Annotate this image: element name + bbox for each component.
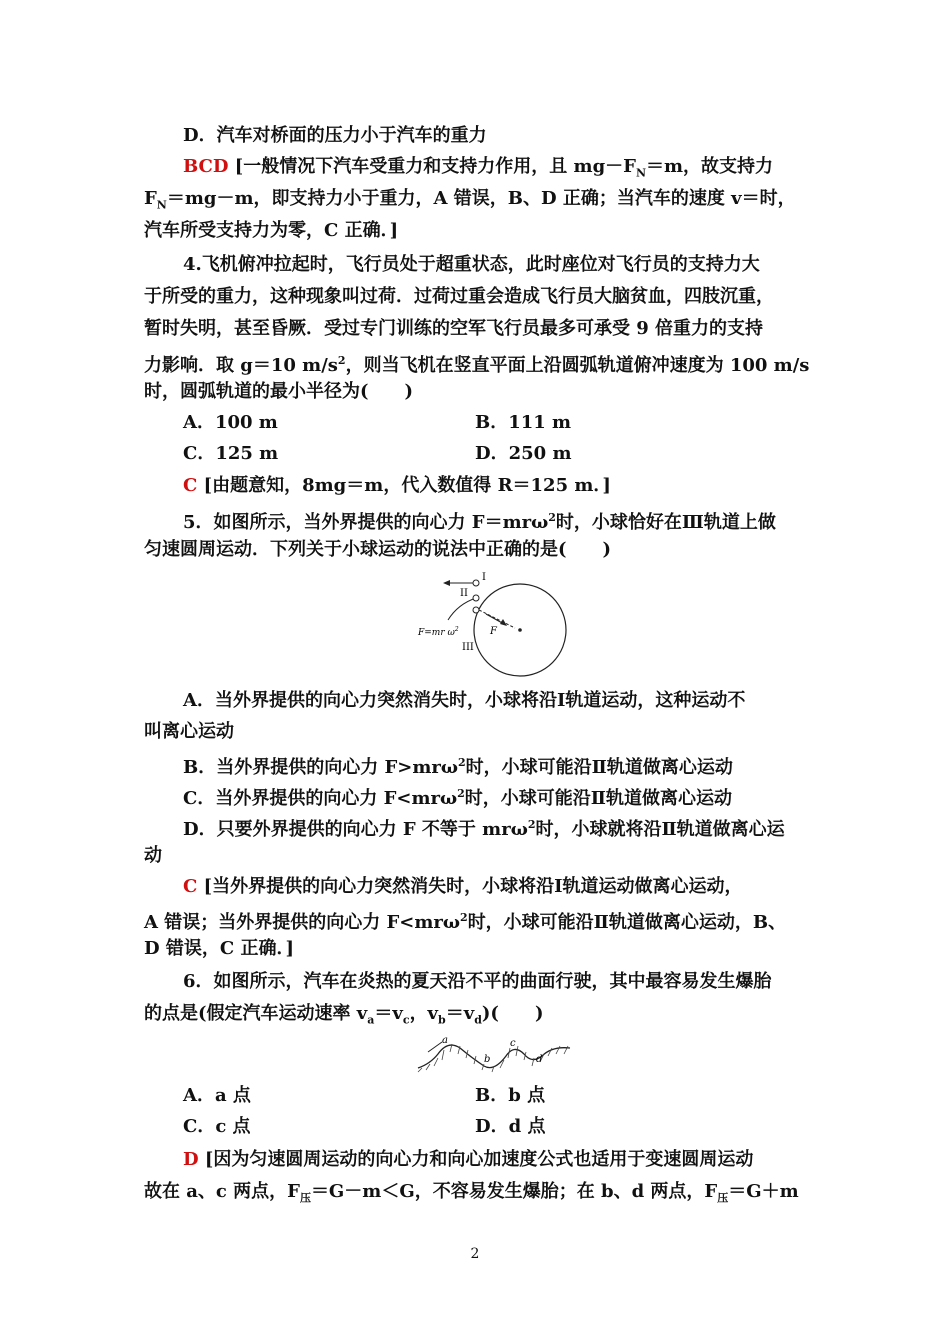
q4-stem-1: 4.飞机俯冲拉起时，飞行员处于超重状态，此时座位对飞行员的支持力大 [183, 254, 760, 275]
path-i-arrow [443, 580, 450, 586]
label-ii: II [460, 588, 468, 599]
road-hatching [418, 1044, 568, 1072]
q4-options-row2: C．125 m [183, 443, 279, 464]
q4-stem-5: 时，圆弧轨道的最小半径为( ) [144, 381, 414, 402]
q6-option-b: B．b 点 [475, 1085, 546, 1106]
center-dot [518, 628, 522, 632]
q5-option-c: C．当外界提供的向心力 F<mrω$^2$时，小球可能沿Ⅱ轨道做离心运动 [183, 787, 732, 809]
velocity-arrow [428, 1042, 442, 1052]
q4-option-b: B．111 m [475, 412, 572, 433]
q3-answer: BCD [183, 156, 229, 177]
q4-answer-line: C [由题意知，8mg＝m，代入数值得 R＝125 m．] [183, 475, 611, 496]
q4-stem-3: 暂时失明，甚至昏厥．受过专门训练的空军飞行员最多可承受 9 倍重力的支持 [144, 318, 764, 339]
ball-iii [473, 607, 479, 613]
q5-answer-line3: D 错误，C 正确．] [144, 938, 294, 959]
q5-answer: C [183, 876, 198, 897]
page-number: 2 [470, 1246, 480, 1262]
label-b: b [484, 1054, 491, 1065]
q6-answer-line1: D [因为匀速圆周运动的向心力和向心加速度公式也适用于变速圆周运动 [183, 1149, 754, 1170]
q3-answer-line1: BCD [一般情况下汽车受重力和支持力作用，且 $mg-F_N=m$，故支持力 [183, 156, 774, 180]
q3-answer-line2: $F_N=mg-m$，即支持力小于重力，A 错误，B、D 正确；当汽车的速度 v＝时， [144, 188, 796, 212]
q5-option-b: B．当外界提供的向心力 F>mrω$^2$时，小球可能沿Ⅱ轨道做离心运动 [183, 756, 733, 778]
label-force-eq: F=mr $\omega^2$ [418, 626, 459, 638]
q3-answer-line3: 汽车所受支持力为零，C 正确．] [144, 220, 399, 241]
q5-option-a-1: A．当外界提供的向心力突然消失时，小球将沿Ⅰ轨道运动，这种运动不 [183, 690, 746, 711]
orbit-diagram [410, 568, 585, 680]
label-a: a [442, 1035, 448, 1046]
q4-stem-4: 力影响．取 g＝10 $m/s^2$，则当飞机在竖直平面上沿圆弧轨道俯冲速度为 100 m/s [144, 354, 810, 376]
q6-answer: D [183, 1149, 199, 1170]
q3-option-d: D．汽车对桥面的压力小于汽车的重力 [183, 125, 487, 146]
q6-option-a: A．a 点 [183, 1085, 251, 1106]
road-curve [418, 1045, 570, 1068]
q4-option-d: D．250 m [475, 443, 572, 464]
q5-stem-1: 5．如图所示，当外界提供的向心力 F＝mrω$^2$时，小球恰好在Ⅲ轨道上做 [183, 511, 776, 533]
q6-stem-1: 6．如图所示，汽车在炎热的夏天沿不平的曲面行驶，其中最容易发生爆胎 [183, 971, 772, 992]
q6-option-c: C．c 点 [183, 1116, 251, 1137]
q6-stem-2: 的点是(假定汽车运动速率 $v_a=v_c$，$v_b=v_d$)( ) [144, 1003, 544, 1027]
road-diagram [414, 1034, 574, 1074]
q5-option-a-2: 叫离心运动 [144, 721, 234, 742]
q5-answer-line2: A 错误；当外界提供的向心力 F<mrω$^2$时，小球可能沿Ⅱ轨道做离心运动，B、 [144, 911, 787, 933]
q4-options-row1: A．100 m [183, 412, 278, 433]
label-f: F [490, 626, 497, 637]
q5-option-d-2: 动 [144, 845, 162, 866]
label-c: c [510, 1038, 516, 1049]
label-iii: III [462, 642, 474, 653]
q5-option-d-1: D．只要外界提供的向心力 F 不等于 mrω$^2$时，小球就将沿Ⅱ轨道做离心运 [183, 818, 785, 840]
path-ii [448, 598, 476, 620]
ball-i [473, 580, 479, 586]
radius-line [479, 610, 515, 628]
label-i: I [482, 572, 486, 583]
q4-stem-2: 于所受的重力，这种现象叫过荷．过荷过重会造成飞行员大脑贫血，四肢沉重， [144, 286, 774, 307]
q5-answer-line1: C [当外界提供的向心力突然消失时，小球将沿Ⅰ轨道运动做离心运动， [183, 876, 743, 897]
q4-answer: C [183, 475, 198, 496]
q6-option-d: D．d 点 [475, 1116, 546, 1137]
q5-stem-2: 匀速圆周运动．下列关于小球运动的说法中正确的是( ) [144, 539, 612, 560]
q6-answer-line2: 故在 a、c 两点，$F_压=G-m<G$，不容易发生爆胎；在 b、d 两点，$F_压=G+m$ [144, 1181, 799, 1205]
label-d: d [536, 1054, 543, 1065]
ball-ii [473, 595, 479, 601]
